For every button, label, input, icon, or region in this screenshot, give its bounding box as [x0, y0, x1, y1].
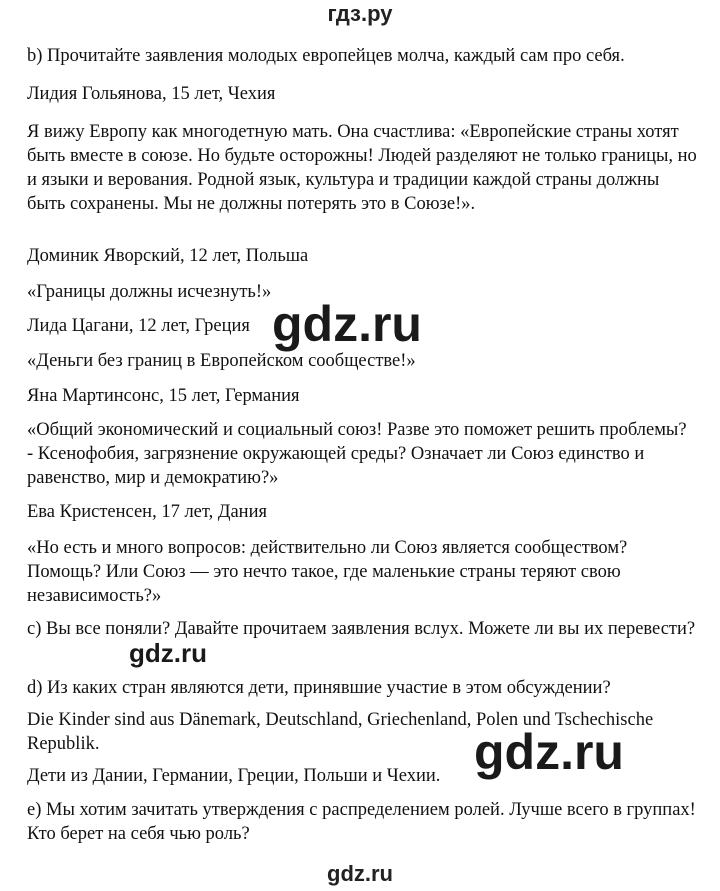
task-d-answer-russian: Дети из Дании, Германии, Греции, Польши и Чехии. — [27, 766, 441, 786]
watermark-logo: gdz.ru — [272, 296, 422, 352]
task-b-intro: b) Прочитайте заявления молодых европейцев молча, каждый сам про себя. — [27, 46, 625, 66]
speaker-2-quote: «Границы должны исчезнуть!» — [27, 282, 272, 302]
watermark-logo: gdz.ru — [474, 724, 624, 780]
speaker-5-quote: «Но есть и много вопросов: действительно ли Союз является сообществом? Помощь? Или Союз — это нечто такое, где маленькие страны теряют свою независимость?» — [27, 538, 628, 606]
speaker-3-name: Лида Цагани, 12 лет, Греция — [27, 316, 250, 336]
site-header: гдз.ру — [327, 1, 393, 26]
task-e: e) Мы хотим зачитать утверждения с распределением ролей. Лучше всего в группах! Кто берет на себя чью роль? — [27, 800, 696, 844]
site-footer: gdz.ru — [327, 861, 393, 886]
task-c: c) Вы все поняли? Давайте прочитаем заявления вслух. Можете ли вы их перевести? — [27, 619, 696, 639]
speaker-2-name: Доминик Яворский, 12 лет, Польша — [27, 246, 309, 266]
task-d-answer-german: Die Kinder sind aus Dänemark, Deutschland, Griechenland, Polen und Tschechische Republik. — [27, 710, 654, 754]
speaker-1-quote: Я вижу Европу как многодетную мать. Она счастлива: «Европейские страны хотят быть вместе в союзе. Но будьте осторожны! Людей разделяют не только границы, но и языки и верования. Родной язык, культура и традиции каждой страны должны быть сохранены. Мы не должны потерять это в Союзе!». — [27, 122, 697, 214]
task-d: d) Из каких стран являются дети, принявшие участие в этом обсуждении? — [27, 678, 611, 698]
speaker-5-name: Ева Кристенсен, 17 лет, Дания — [27, 502, 267, 522]
speaker-4-quote: «Общий экономический и социальный союз! Разве это поможет решить проблемы? - Ксенофобия, загрязнение окружающей среды? Означает ли Союз единство и равенство, мир и демократию?» — [27, 420, 687, 488]
speaker-4-name: Яна Мартинсонс, 15 лет, Германия — [27, 386, 300, 406]
watermark-logo: gdz.ru — [129, 638, 207, 668]
speaker-3-quote: «Деньги без границ в Европейском сообществе!» — [27, 351, 416, 371]
speaker-1-name: Лидия Гольянова, 15 лет, Чехия — [27, 84, 276, 104]
